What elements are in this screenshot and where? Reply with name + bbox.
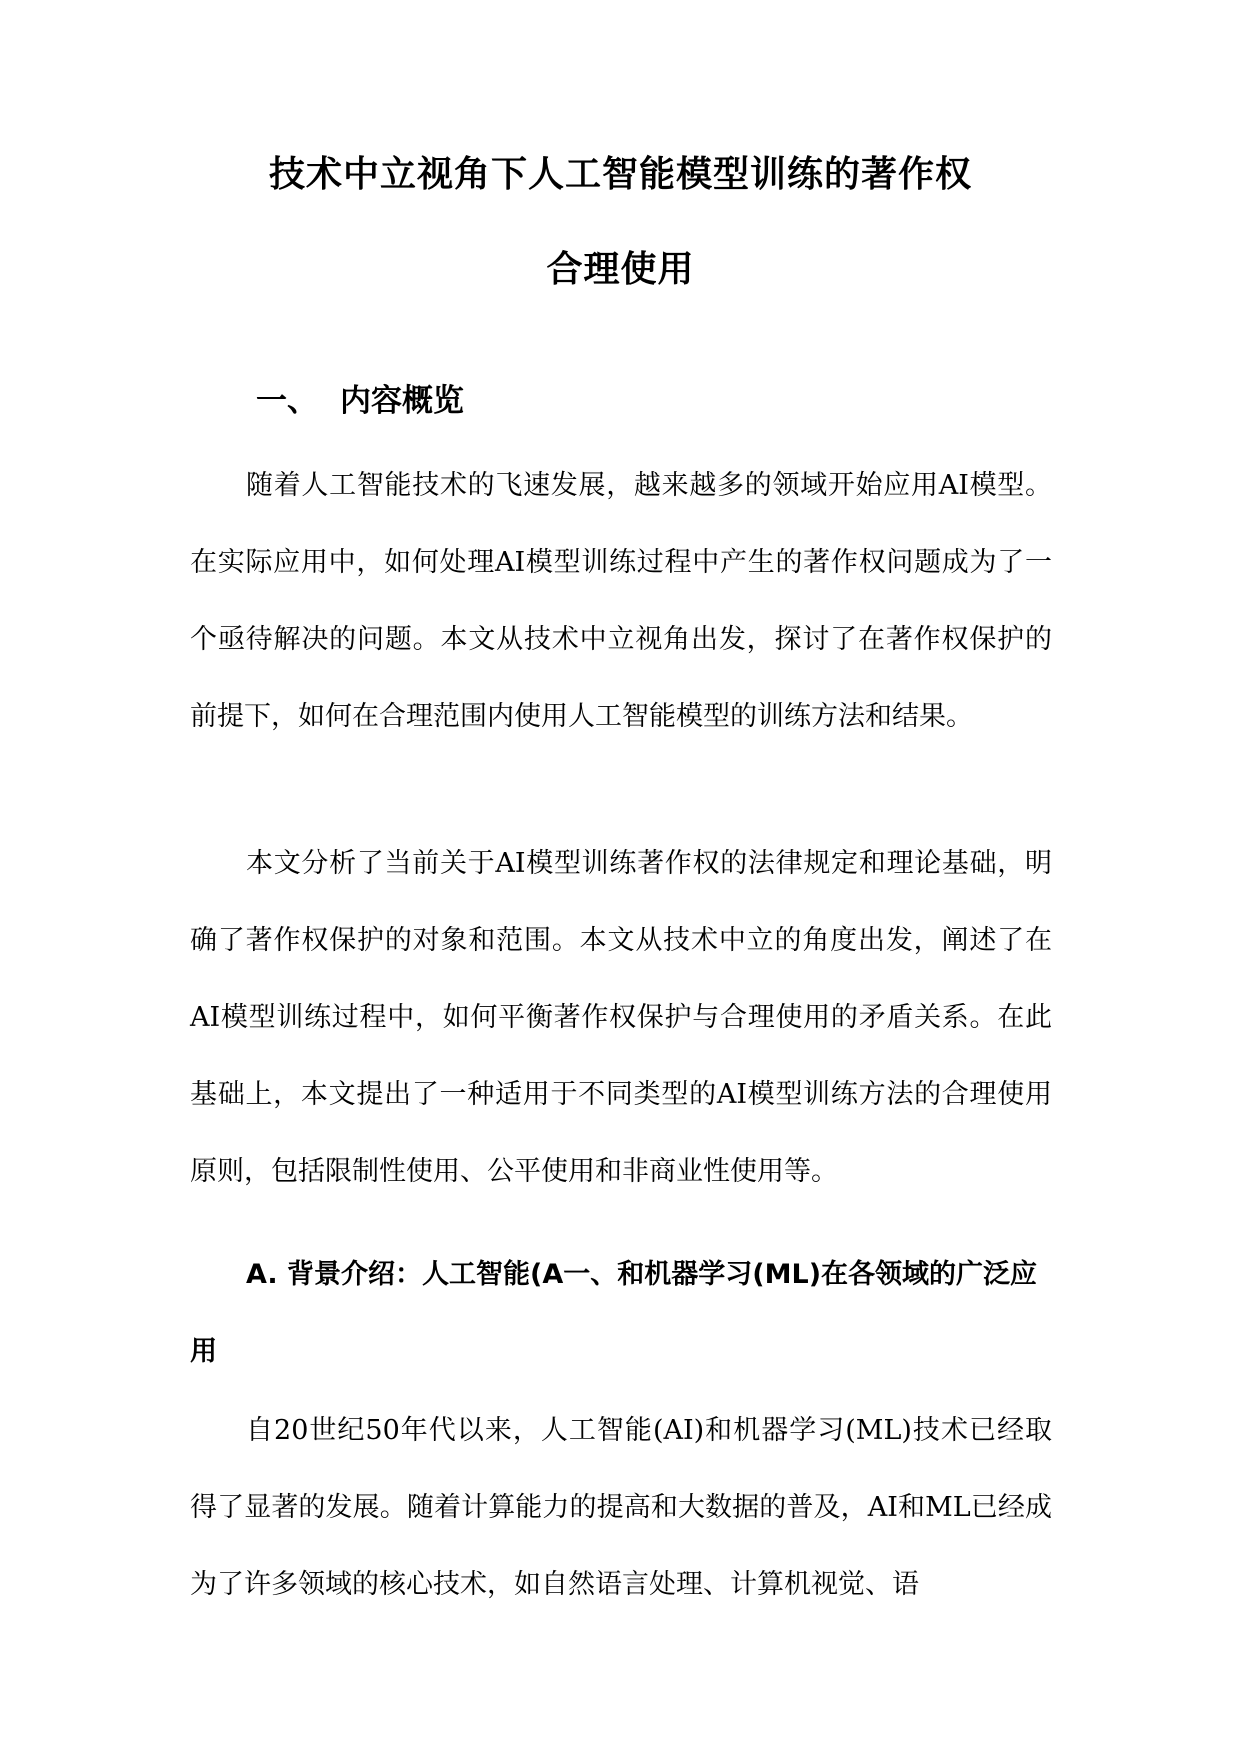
paragraph-intro: 随着人工智能技术的飞速发展，越来越多的领域开始应用AI模型。在实际应用中，如何处理AI模型训练过程中产生的著作权问题成为了一个亟待解决的问题。本文从技术中立视角出发，探讨了在著作权保护的前提下，如何在合理范围内使用人工智能模型的训练方法和结果。	[190, 470, 1052, 732]
document-title-line-1: 技术中立视角下人工智能模型训练的著作权	[268, 154, 972, 195]
paragraph-background: 自20世纪50年代以来，人工智能(AI)和机器学习(ML)技术已经取得了显著的发展。随着计算能力的提高和大数据的普及，AI和ML已经成为了许多领域的核心技术，如自然语言处理、计算机视觉、语	[190, 1415, 1052, 1600]
section-number: 一、	[256, 383, 318, 419]
document-title-line-2: 合理使用	[546, 249, 695, 290]
subsection-heading-background: A. 背景介绍：人工智能(A一、和机器学习(ML)在各领域的广泛应用	[190, 1259, 1038, 1367]
section-heading-overview	[256, 381, 464, 421]
paragraph-analysis: 本文分析了当前关于AI模型训练著作权的法律规定和理论基础，明确了著作权保护的对象和范围。本文从技术中立的角度出发，阐述了在AI模型训练过程中，如何平衡著作权保护与合理使用的矛盾关系。在此基础上，本文提出了一种适用于不同类型的AI模型训练方法的合理使用原则，包括限制性使用、公平使用和非商业性使用等。	[190, 848, 1052, 1187]
section-title: 内容概览	[340, 383, 464, 419]
